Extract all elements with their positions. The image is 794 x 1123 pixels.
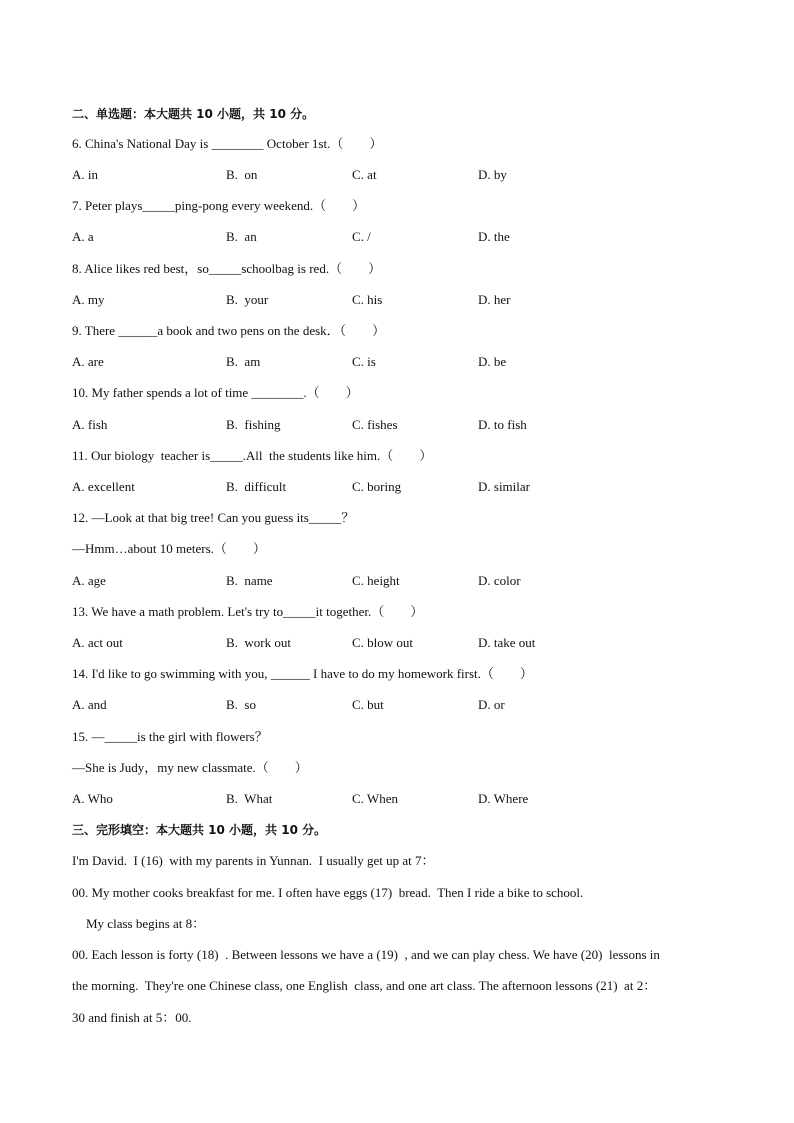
option-b[interactable]: B. am	[226, 354, 261, 369]
option-c[interactable]: C. boring	[352, 479, 402, 494]
option-d[interactable]: D. by	[478, 167, 507, 182]
question-stem: 15. —_____is the girl with flowers？	[72, 729, 268, 744]
question-stem: 9. There ______a book and two pens on the desk．（ ）	[72, 323, 386, 338]
option-a[interactable]: A. my	[72, 292, 105, 307]
passage-line: the morning. They're one Chinese class, one English class, and one art class. The afternoon lessons (21) at 2：	[72, 978, 657, 993]
option-a[interactable]: A. fish	[72, 417, 108, 432]
option-c[interactable]: C. his	[352, 292, 383, 307]
option-c[interactable]: C. When	[352, 791, 398, 806]
passage-line: 00. My mother cooks breakfast for me. I often have eggs (17) bread. Then I ride a bike to school.	[72, 885, 584, 900]
option-c[interactable]: C. but	[352, 697, 384, 712]
passage-line: I'm David. I (16) with my parents in Yunnan. I usually get up at 7：	[72, 853, 435, 868]
option-d[interactable]: D. her	[478, 292, 511, 307]
question-stem: 11. Our biology teacher is_____.All the students like him.（ ）	[72, 448, 433, 463]
option-d[interactable]: D. color	[478, 573, 521, 588]
option-d[interactable]: D. or	[478, 697, 505, 712]
option-b[interactable]: B. work out	[226, 635, 291, 650]
question-stem: 6. China's National Day is ________ October 1st.（ ）	[72, 136, 383, 151]
question-stem: 10. My father spends a lot of time ________.（ ）	[72, 385, 359, 400]
question-stem: 8. Alice likes red best，so_____schoolbag is red.（ ）	[72, 261, 382, 276]
option-c[interactable]: C. is	[352, 354, 376, 369]
question-stem: 13. We have a math problem. Let's try to_____it together.（ ）	[72, 604, 424, 619]
option-d[interactable]: D. similar	[478, 479, 530, 494]
option-a[interactable]: A. in	[72, 167, 98, 182]
option-d[interactable]: D. to fish	[478, 417, 527, 432]
option-b[interactable]: B. fishing	[226, 417, 281, 432]
option-a[interactable]: A. a	[72, 229, 94, 244]
option-a[interactable]: A. age	[72, 573, 106, 588]
question-stem: 12. —Look at that big tree! Can you guess its_____？	[72, 510, 355, 525]
section-heading-cloze: 三、完形填空：本大题共 10 小题，共 10 分。	[72, 823, 327, 837]
option-b[interactable]: B. your	[226, 292, 269, 307]
question-stem-response: —Hmm…about 10 meters.（ ）	[72, 541, 266, 556]
option-c[interactable]: C. at	[352, 167, 377, 182]
option-b[interactable]: B. difficult	[226, 479, 287, 494]
passage-line: 30 and finish at 5：00.	[72, 1010, 192, 1025]
option-a[interactable]: A. are	[72, 354, 104, 369]
option-c[interactable]: C. height	[352, 573, 400, 588]
option-a[interactable]: A. and	[72, 697, 107, 712]
option-c[interactable]: C. fishes	[352, 417, 398, 432]
option-b[interactable]: B. an	[226, 229, 257, 244]
option-a[interactable]: A. act out	[72, 635, 123, 650]
option-d[interactable]: D. be	[478, 354, 507, 369]
option-c[interactable]: C. /	[352, 229, 371, 244]
option-a[interactable]: A. Who	[72, 791, 113, 806]
passage-line: 00. Each lesson is forty (18) . Between lessons we have a (19) , and we can play chess. We have (20) lessons in	[72, 947, 660, 962]
option-d[interactable]: D. the	[478, 229, 510, 244]
option-b[interactable]: B. What	[226, 791, 273, 806]
option-b[interactable]: B. so	[226, 697, 256, 712]
option-d[interactable]: D. take out	[478, 635, 536, 650]
option-b[interactable]: B. on	[226, 167, 258, 182]
section-heading-single-choice: 二、单选题：本大题共 10 小题，共 10 分。	[72, 107, 315, 121]
question-stem-response: —She is Judy，my new classmate.（ ）	[72, 760, 308, 775]
option-b[interactable]: B. name	[226, 573, 273, 588]
question-stem: 14. I'd like to go swimming with you, ______ I have to do my homework first.（ ）	[72, 666, 533, 681]
option-d[interactable]: D. Where	[478, 791, 529, 806]
option-a[interactable]: A. excellent	[72, 479, 135, 494]
option-c[interactable]: C. blow out	[352, 635, 414, 650]
passage-line: My class begins at 8：	[86, 916, 206, 931]
question-stem: 7. Peter plays_____ping-pong every weekend.（ ）	[72, 198, 366, 213]
